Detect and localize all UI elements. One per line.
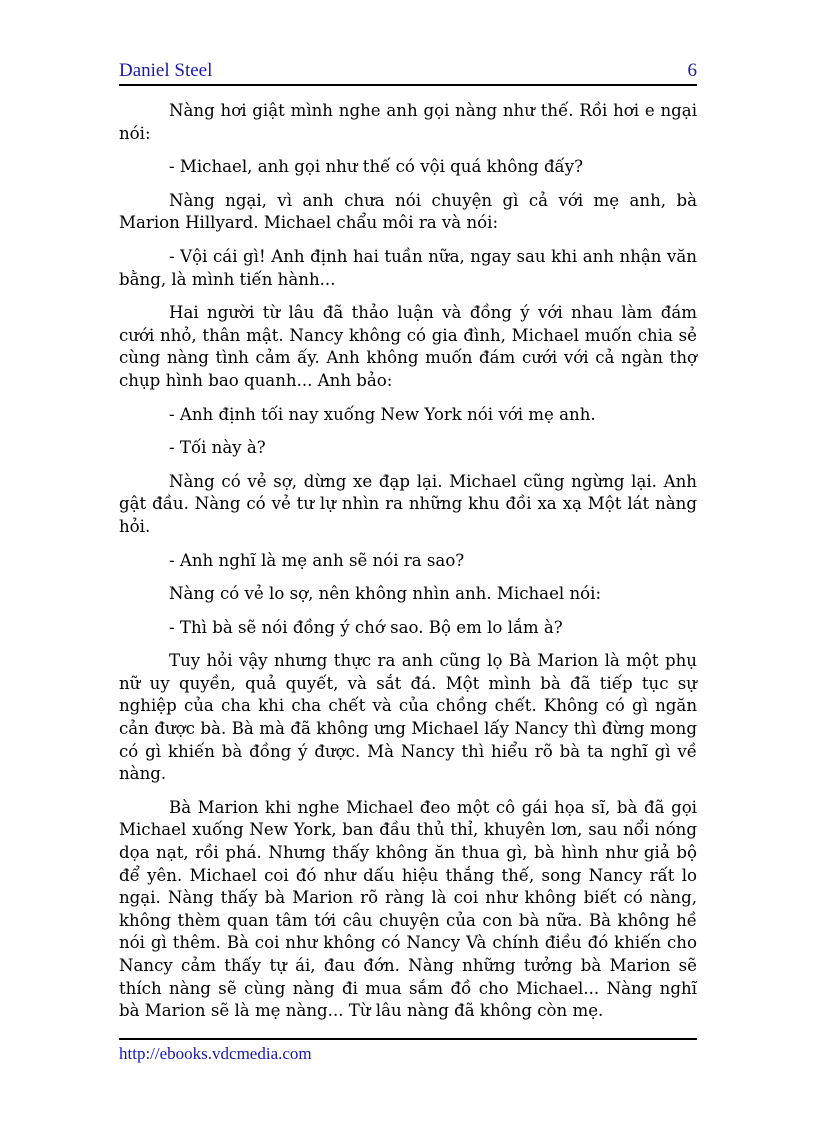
- paragraph: Nàng ngại, vì anh chưa nói chuyện gì cả với mẹ anh, bà Marion Hillyard. Michael chẩu môi ra và nói:: [119, 190, 697, 233]
- dialogue-line: - Anh định tối nay xuống New York nói với mẹ anh.: [169, 404, 596, 424]
- footer-url: http://ebooks.vdcmedia.com: [119, 1044, 312, 1063]
- dialogue-line: - Vội cái gì! Anh định hai tuần nữa, ngay sau khi anh nhận văn bằng, là mình tiến hành...: [119, 246, 697, 289]
- page-body: [119, 100, 697, 1034]
- paragraph: Nàng có vẻ lo sợ, nên không nhìn anh. Michael nói:: [169, 584, 602, 604]
- paragraph: Nàng có vẻ sợ, dừng xe đạp lại. Michael cũng ngừng lại. Anh gật đầu. Nàng có vẻ tư lự nhìn ra những khu đồi xa xạ Một lát nàng hỏi.: [119, 471, 697, 536]
- dialogue-line: - Michael, anh gọi như thế có vội quá không đấy?: [169, 157, 584, 177]
- page-footer: [119, 1038, 697, 1064]
- dialogue-line: - Tối này à?: [169, 438, 266, 458]
- paragraph: Tuy hỏi vậy nhưng thực ra anh cũng lọ Bà Marion là một phụ nữ uy quyền, quả quyết, và sắt đá. Một mình bà đã tiếp tục sự nghiệp của cha khi cha chết và của chồng chết. Không có gì ngăn cản được bà. Bà mà đã không ưng Michael lấy Nancy thì đừng mong có gì khiến bà đồng ý được. Mà Nancy thì hiểu rõ bà ta nghĩ gì về nàng.: [119, 651, 697, 784]
- paragraph: Nàng hơi giật mình nghe anh gọi nàng như thế. Rồi hơi e ngại nói:: [119, 101, 697, 143]
- page-header: [119, 58, 697, 86]
- paragraph: Bà Marion khi nghe Michael đeo một cô gái họa sĩ, bà đã gọi Michael xuống New York, ban đầu thủ thỉ, khuyên lơn, sau nổi nóng dọa nạt, rồi phá. Nhưng thấy không ăn thua gì, bà hình như giả bộ để yên. Michael coi đó như dấu hiệu thắng thế, song Nancy rất lo ngại. Nàng thấy bà Marion rõ ràng là coi như không biết có nàng, không thèm quan tâm tới câu chuyện của con bà nữa. Bà không hề nói gì thêm. Bà coi như không có Nancy Và chính điều đó khiến cho Nancy cảm thấy tự ái, đau đớn. Nàng những tưởng bà Marion sẽ thích nàng sẽ cùng nàng đi mua sắm đồ cho Michael... Nàng nghĩ bà Marion sẽ là mẹ nàng... Từ lâu nàng đã không còn mẹ.: [119, 797, 697, 1021]
- header-author: Daniel Steel: [119, 60, 213, 81]
- paragraph: Hai người từ lâu đã thảo luận và đồng ý với nhau làm đám cưới nhỏ, thân mật. Nancy không có gia đình, Michael muốn chia sẻ cùng nàng tình cảm ấy. Anh không muốn đám cưới với cả ngàn thợ chụp hình bao quanh... Anh bảo:: [119, 303, 697, 390]
- dialogue-line: - Anh nghĩ là mẹ anh sẽ nói ra sao?: [169, 550, 465, 570]
- page-number: 6: [687, 60, 697, 81]
- dialogue-line: - Thì bà sẽ nói đồng ý chớ sao. Bộ em lo lắm à?: [169, 617, 563, 637]
